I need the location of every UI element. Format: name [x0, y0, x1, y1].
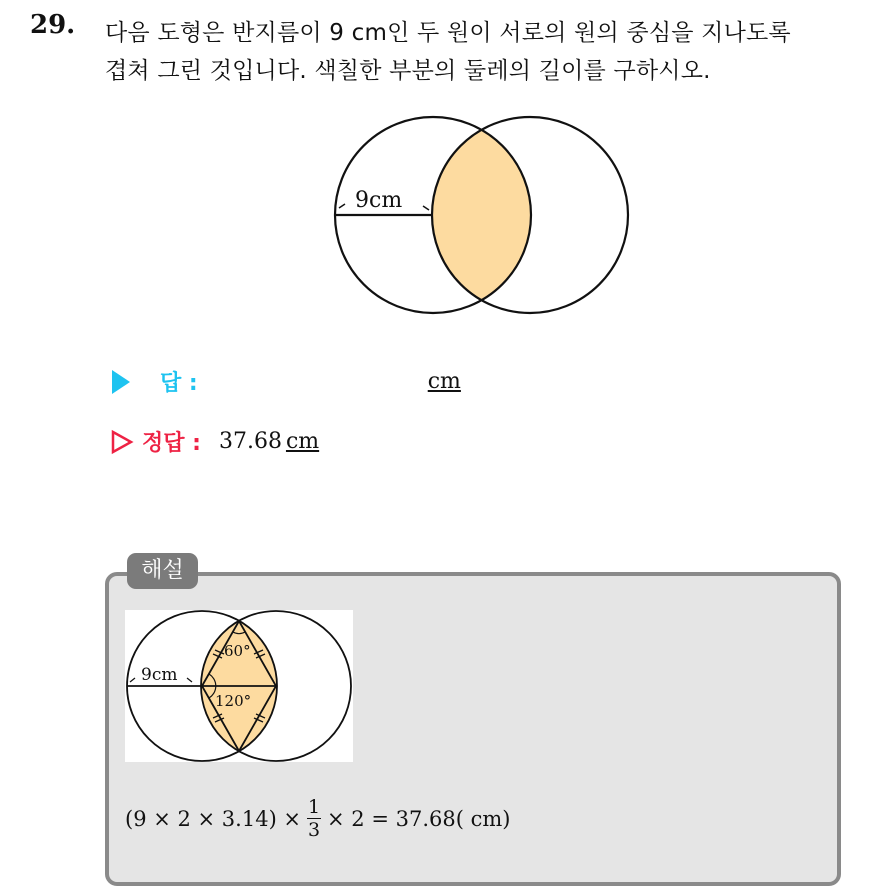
correct-value: 37.68: [218, 429, 282, 454]
question-number: 29.: [30, 10, 76, 40]
radius-arrow-right: [423, 206, 429, 210]
correct-answer-row: [110, 426, 319, 457]
correct-unit: cm: [285, 429, 320, 454]
fraction-denominator: 3: [307, 819, 321, 841]
formula-left: (9 × 2 × 3.14) ×: [125, 806, 302, 831]
outline-play-icon: [110, 429, 134, 455]
fraction-numerator: 1: [307, 796, 321, 818]
explanation-tab: 해설: [127, 553, 198, 589]
answer-unit: cm: [427, 369, 461, 394]
fraction-one-third: [307, 796, 321, 841]
question-text-line2: 겹쳐 그린 것입니다. 색칠한 부분의 둘레의 길이를 구하시오.: [105, 58, 711, 84]
play-icon: [112, 370, 130, 394]
correct-label: 정답 :: [142, 431, 201, 456]
solution-formula: [125, 796, 510, 841]
radius-arrow-left: [339, 204, 345, 208]
angle-center-label: 120°: [215, 692, 252, 710]
question-text-line1: 다음 도형은 반지름이 9 cm인 두 원이 서로의 원의 중심을 지나도록: [105, 20, 791, 46]
explanation-figure: [125, 610, 353, 762]
overlapping-circles-figure: [325, 108, 637, 320]
answer-label: 답 :: [160, 371, 198, 396]
explanation-radius-label: 9cm: [141, 665, 178, 685]
formula-right: × 2 = 37.68( cm): [327, 806, 511, 831]
shaded-lens: [433, 130, 531, 300]
radius-label: 9cm: [355, 188, 403, 213]
answer-row: [112, 366, 461, 397]
angle-top-label: 60°: [224, 642, 251, 660]
